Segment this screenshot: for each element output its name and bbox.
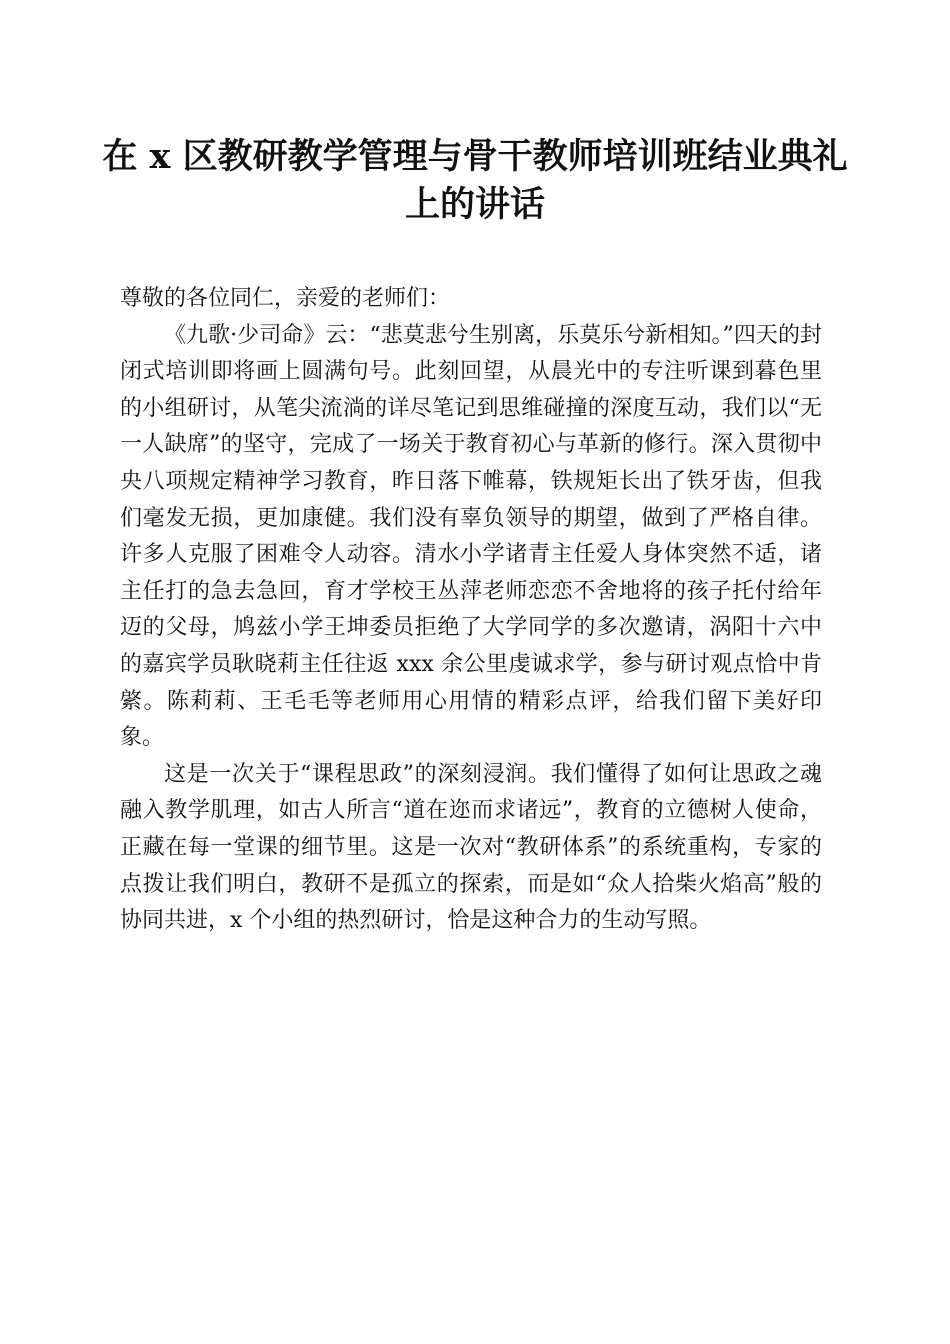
salutation: 尊敬的各位同仁，亲爱的老师们： — [120, 286, 451, 311]
document-title: 在 x 区教研教学管理与骨干教师培训班结业典礼上的讲话 — [102, 136, 848, 225]
body-paragraph-1: 《九歌·少司命》云：“悲莫悲兮生别离，乐莫乐兮新相知。”四天的封闭式培训即将画上圆满句号。此刻回望，从晨光中的专注听课到暮色里的小组研讨，从笔尖流淌的详尽笔记到思维碰撞的深度互动，我们以“无一人缺席”的坚守，完成了一场关于教育初心与革新的修行。深入贯彻中央八项规定精神学习教育，昨日落下帷幕，铁规矩长出了铁牙齿，但我们毫发无损，更加康健。我们没有辜负领导的期望，做到了严格自律。许多人克服了困难令人动容。清水小学诸青主任爱人身体突然不适，诸主任打的急去急回，育才学校王丛萍老师恋恋不舍地将的孩子托付给年迈的父母，鸠兹小学王坤委员拒绝了大学同学的多次邀请，涡阳十六中的嘉宾学员耿晓莉主任往返 xxx 余公里虔诚求学，参与研讨观点恰中肯綮。陈莉莉、王毛毛等老师用心用情的精彩点评，给我们留下美好印象。 — [120, 322, 822, 751]
body-paragraph-2: 这是一次关于“课程思政”的深刻浸润。我们懂得了如何让思政之魂融入教学肌理，如古人所言“道在迩而求诸远”，教育的立德树人使命，正藏在每一堂课的细节里。这是一次对“教研体系”的系统重构，专家的点拨让我们明白，教研不是孤立的探索，而是如“众人拾柴火焰高”般的协同共进，x 个小组的热烈研讨，恰是这种合力的生动写照。 — [120, 761, 822, 934]
document-body — [120, 281, 822, 940]
